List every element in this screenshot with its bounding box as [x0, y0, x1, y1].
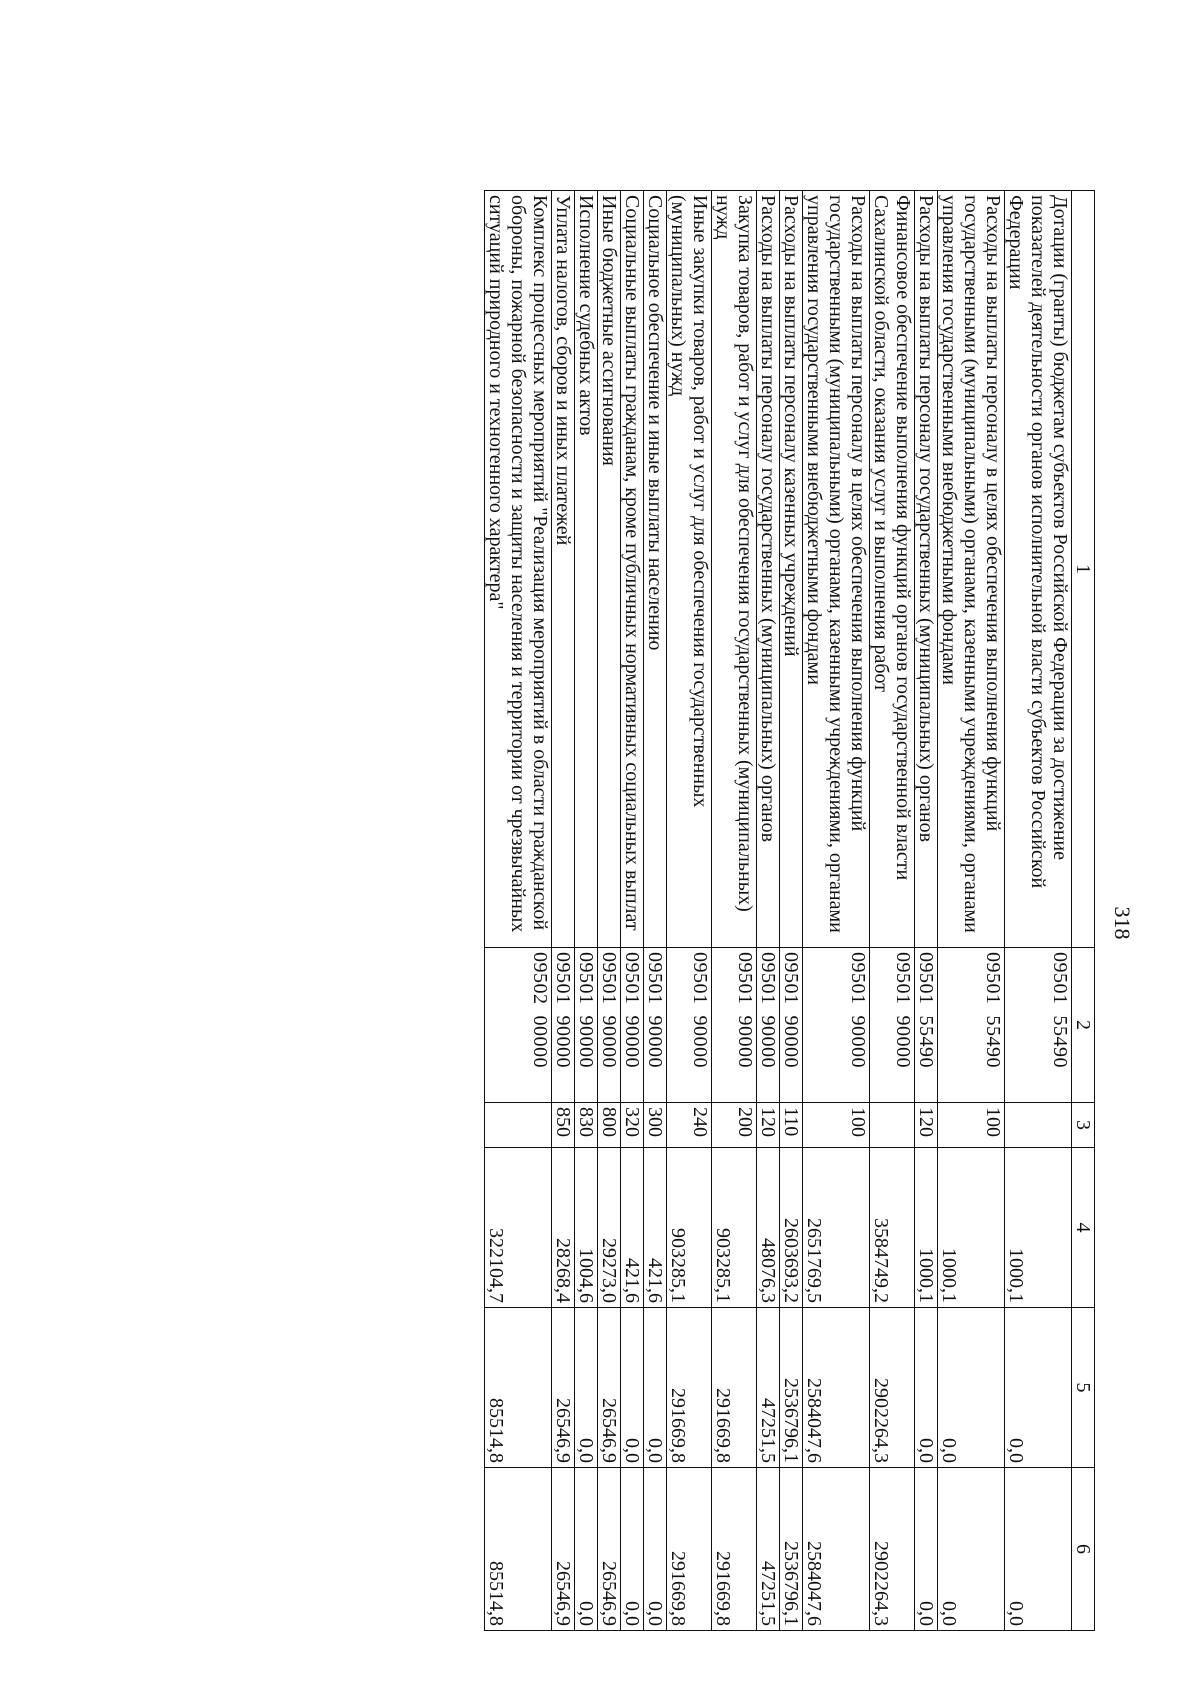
vr-cell: 800 [598, 1103, 621, 1148]
amount-col5-cell: 0,0 [1005, 1308, 1072, 1468]
name-cell: Расходы на выплаты персоналу казенных учреждений [780, 191, 803, 948]
page-number: 318 [1110, 906, 1135, 940]
amount-col6-cell: 47251,5 [757, 1468, 780, 1631]
amount-col4-cell: 48076,3 [757, 1148, 780, 1308]
code-cell: 09501 90000 [780, 948, 803, 1103]
column-header: 3 [1072, 1103, 1095, 1148]
name-cell: Расходы на выплаты персоналу государственных (муниципальных) органов [757, 191, 780, 948]
name-cell: Уплата налогов, сборов и иных платежей [552, 191, 575, 948]
vr-cell: 320 [621, 1103, 644, 1148]
amount-col5-cell: 2902264,3 [870, 1308, 915, 1468]
name-cell: Финансовое обеспечение выполнения функций органов государственной власти Сахалинской области, оказания услуг и выполнения работ [870, 191, 915, 948]
amount-col4-cell: 421,6 [644, 1148, 667, 1308]
amount-col4-cell: 28268,4 [552, 1148, 575, 1308]
vr-cell: 120 [757, 1103, 780, 1148]
amount-col4-cell: 903285,1 [712, 1148, 757, 1308]
code-cell: 09501 90000 [552, 948, 575, 1103]
table-row [644, 191, 667, 1631]
amount-col5-cell: 47251,5 [757, 1308, 780, 1468]
amount-col4-cell: 1000,1 [915, 1148, 938, 1308]
table-row [667, 191, 712, 1631]
amount-col6-cell: 0,0 [575, 1468, 598, 1631]
code-cell: 09501 55490 [915, 948, 938, 1103]
table-row [1005, 191, 1072, 1631]
vr-cell [485, 1103, 552, 1148]
amount-col5-cell: 0,0 [938, 1308, 1005, 1468]
name-cell: Иные бюджетные ассигнования [598, 191, 621, 948]
vr-cell [1005, 1103, 1072, 1148]
table-row [552, 191, 575, 1631]
name-cell: Социальное обеспечение и иные выплаты населению [644, 191, 667, 948]
column-header: 6 [1072, 1468, 1095, 1631]
amount-col5-cell: 2536796,1 [780, 1308, 803, 1468]
amount-col4-cell: 1004,6 [575, 1148, 598, 1308]
column-header: 4 [1072, 1148, 1095, 1308]
amount-col6-cell: 291669,8 [667, 1468, 712, 1631]
amount-col4-cell: 2603693,2 [780, 1148, 803, 1308]
amount-col5-cell: 0,0 [575, 1308, 598, 1468]
column-header: 5 [1072, 1308, 1095, 1468]
table-row [485, 191, 552, 1631]
name-cell: Расходы на выплаты персоналу в целях обеспечения выполнения функций государственными (муниципальными) органами, казенными учреждениями, органами управления государственными внебюджетными фондами [803, 191, 870, 948]
vr-cell: 850 [552, 1103, 575, 1148]
amount-col6-cell: 0,0 [938, 1468, 1005, 1631]
budget-table [484, 190, 1095, 1631]
vr-cell: 240 [667, 1103, 712, 1148]
vr-cell: 100 [803, 1103, 870, 1148]
vr-cell: 110 [780, 1103, 803, 1148]
amount-col4-cell: 29273,0 [598, 1148, 621, 1308]
column-header: 1 [1072, 191, 1095, 948]
amount-col6-cell: 2584047,6 [803, 1468, 870, 1631]
name-cell: Иные закупки товаров, работ и услуг для обеспечения государственных (муниципальных) нужд [667, 191, 712, 948]
vr-cell: 100 [938, 1103, 1005, 1148]
table-row [870, 191, 915, 1631]
amount-col6-cell: 0,0 [1005, 1468, 1072, 1631]
table-body [485, 191, 1072, 1631]
amount-col6-cell: 26546,9 [598, 1468, 621, 1631]
name-cell: Социальные выплаты гражданам, кроме публичных нормативных социальных выплат [621, 191, 644, 948]
code-cell: 09501 90000 [712, 948, 757, 1103]
code-cell: 09501 90000 [598, 948, 621, 1103]
amount-col6-cell: 85514,8 [485, 1468, 552, 1631]
table-row [780, 191, 803, 1631]
table-row [915, 191, 938, 1631]
amount-col5-cell: 291669,8 [712, 1308, 757, 1468]
table-row [621, 191, 644, 1631]
amount-col6-cell: 0,0 [621, 1468, 644, 1631]
code-cell: 09501 90000 [803, 948, 870, 1103]
amount-col5-cell: 0,0 [621, 1308, 644, 1468]
vr-cell: 200 [712, 1103, 757, 1148]
amount-col6-cell: 0,0 [915, 1468, 938, 1631]
name-cell: Исполнение судебных актов [575, 191, 598, 948]
code-cell: 09501 90000 [644, 948, 667, 1103]
code-cell: 09501 90000 [667, 948, 712, 1103]
vr-cell: 830 [575, 1103, 598, 1148]
amount-col4-cell: 1000,1 [938, 1148, 1005, 1308]
table-row [803, 191, 870, 1631]
amount-col6-cell: 2536796,1 [780, 1468, 803, 1631]
amount-col6-cell: 0,0 [644, 1468, 667, 1631]
amount-col4-cell: 2651769,5 [803, 1148, 870, 1308]
name-cell: Закупка товаров, работ и услуг для обеспечения государственных (муниципальных) нужд [712, 191, 757, 948]
table-row [575, 191, 598, 1631]
code-cell: 09501 90000 [757, 948, 780, 1103]
name-cell: Расходы на выплаты персоналу в целях обеспечения выполнения функций государственными (муниципальными) органами, казенными учреждениями, органами управления государственными внебюджетными фондами [938, 191, 1005, 948]
amount-col5-cell: 26546,9 [598, 1308, 621, 1468]
rotated-table-sheet [85, 190, 1095, 1630]
code-cell: 09502 00000 [485, 948, 552, 1103]
amount-col6-cell: 2902264,3 [870, 1468, 915, 1631]
column-header: 2 [1072, 948, 1095, 1103]
amount-col6-cell: 291669,8 [712, 1468, 757, 1631]
name-cell: Расходы на выплаты персоналу государственных (муниципальных) органов [915, 191, 938, 948]
amount-col5-cell: 0,0 [644, 1308, 667, 1468]
table-row [757, 191, 780, 1631]
code-cell: 09501 55490 [1005, 948, 1072, 1103]
header-row [1072, 191, 1095, 1631]
amount-col4-cell: 1000,1 [1005, 1148, 1072, 1308]
amount-col4-cell: 903285,1 [667, 1148, 712, 1308]
amount-col4-cell: 421,6 [621, 1148, 644, 1308]
code-cell: 09501 90000 [621, 948, 644, 1103]
code-cell: 09501 90000 [575, 948, 598, 1103]
amount-col5-cell: 26546,9 [552, 1308, 575, 1468]
name-cell: Комплекс процессных мероприятий "Реализация мероприятий в области гражданской обороны, пожарной безопасности и защиты населения и территории от чрезвычайных ситуаций природного и техногенного характера" [485, 191, 552, 948]
amount-col4-cell: 322104,7 [485, 1148, 552, 1308]
table-row [598, 191, 621, 1631]
amount-col5-cell: 2584047,6 [803, 1308, 870, 1468]
amount-col5-cell: 85514,8 [485, 1308, 552, 1468]
code-cell: 09501 90000 [870, 948, 915, 1103]
name-cell: Дотации (гранты) бюджетам субъектов Российской Федерации за достижение показателей деятельности органов исполнительной власти субъектов Российской Федерации [1005, 191, 1072, 948]
code-cell: 09501 55490 [938, 948, 1005, 1103]
amount-col5-cell: 0,0 [915, 1308, 938, 1468]
table-row [938, 191, 1005, 1631]
amount-col5-cell: 291669,8 [667, 1308, 712, 1468]
table-row [712, 191, 757, 1631]
vr-cell: 120 [915, 1103, 938, 1148]
vr-cell [870, 1103, 915, 1148]
amount-col4-cell: 3584749,2 [870, 1148, 915, 1308]
amount-col6-cell: 26546,9 [552, 1468, 575, 1631]
vr-cell: 300 [644, 1103, 667, 1148]
